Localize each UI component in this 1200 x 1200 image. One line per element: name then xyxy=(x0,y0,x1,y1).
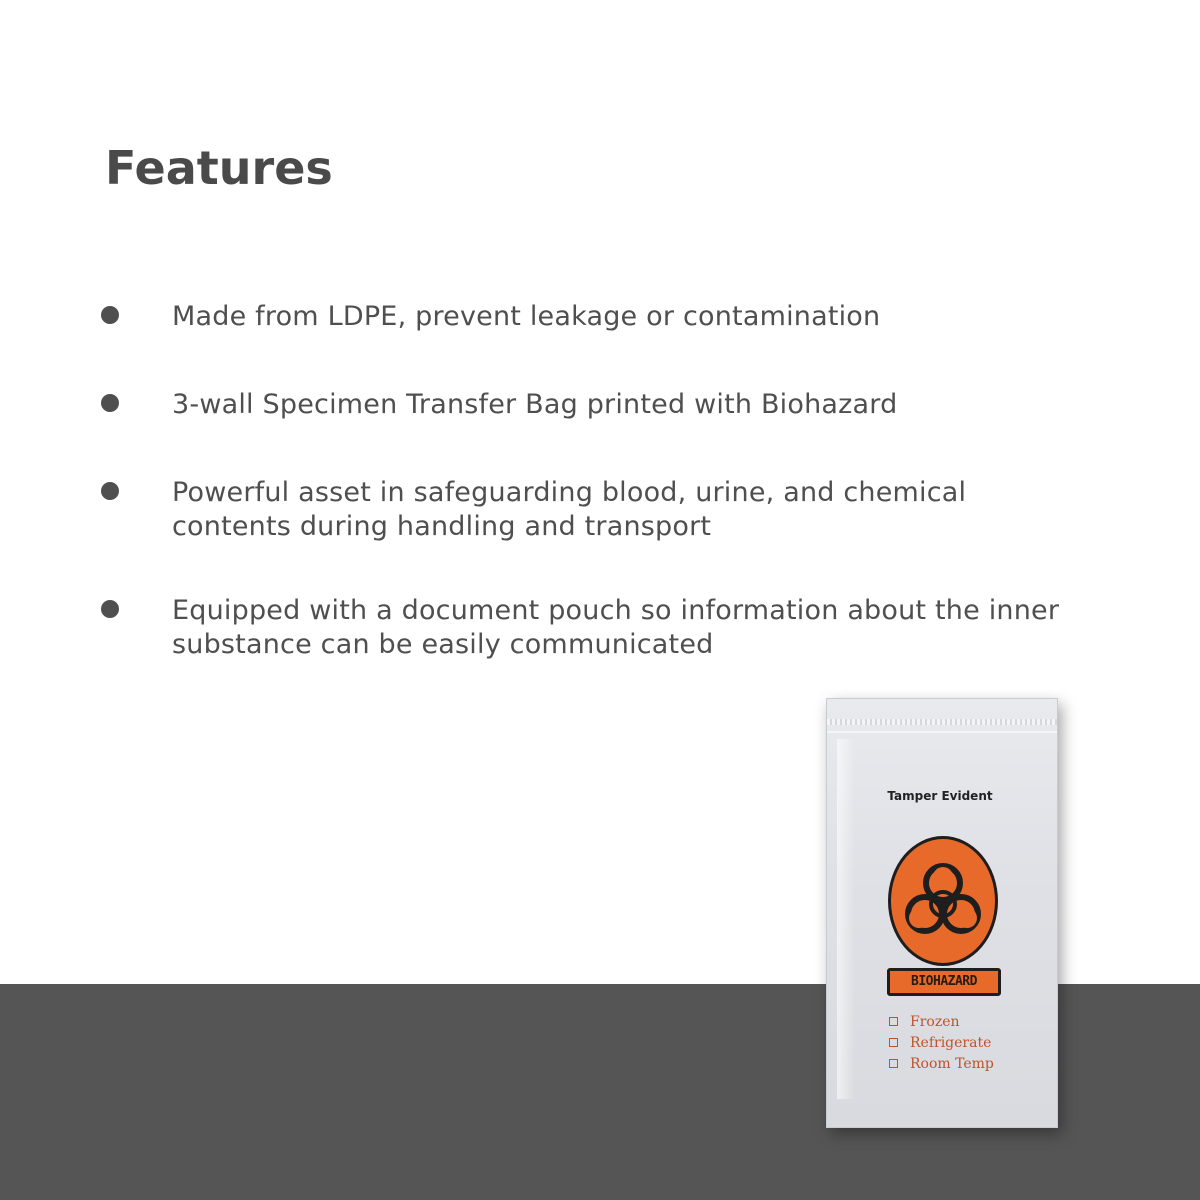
biohazard-icon xyxy=(895,851,991,951)
storage-label: Room Temp xyxy=(910,1055,994,1072)
checkbox-icon xyxy=(889,1038,898,1047)
bullet-icon xyxy=(101,482,119,500)
specimen-bag-image xyxy=(826,698,1058,1128)
feature-text: Made from LDPE, prevent leakage or contamination xyxy=(172,301,881,332)
storage-option-refrigerate xyxy=(889,1032,994,1053)
checkbox-icon xyxy=(889,1059,898,1068)
page-title: Features xyxy=(105,141,333,195)
storage-options xyxy=(889,1011,994,1074)
storage-option-room-temp xyxy=(889,1053,994,1074)
bullet-icon xyxy=(101,394,119,412)
tamper-evident-label: Tamper Evident xyxy=(887,789,993,803)
storage-option-frozen xyxy=(889,1011,994,1032)
storage-label: Refrigerate xyxy=(910,1034,992,1051)
bullet-icon xyxy=(101,600,119,618)
bullet-icon xyxy=(101,306,119,324)
feature-text: 3-wall Specimen Transfer Bag printed with Biohazard xyxy=(172,389,898,420)
checkbox-icon xyxy=(889,1017,898,1026)
zip-seal-line xyxy=(827,731,1057,733)
biohazard-label: BIOHAZARD xyxy=(887,968,1001,996)
biohazard-emblem xyxy=(888,836,998,966)
zip-seal xyxy=(827,719,1057,725)
feature-text: Powerful asset in safeguarding blood, urine, and chemical contents during handling and transport xyxy=(172,477,967,542)
storage-label: Frozen xyxy=(910,1013,960,1030)
feature-text: Equipped with a document pouch so information about the inner substance can be easily communicated xyxy=(172,595,1060,660)
